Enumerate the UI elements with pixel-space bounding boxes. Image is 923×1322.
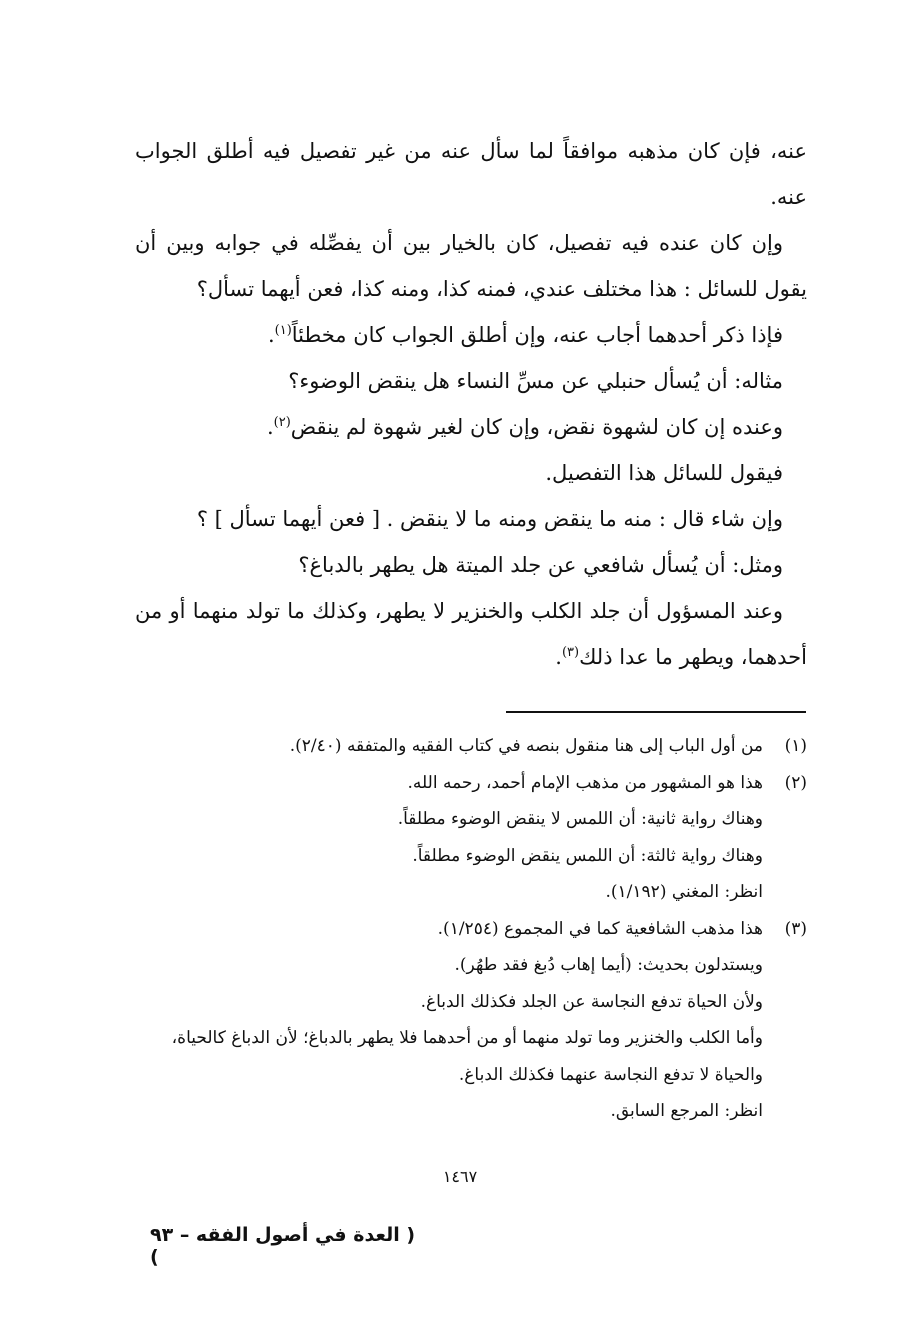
paragraph-6: فيقول للسائل هذا التفصيل. xyxy=(545,461,783,485)
paragraph-4: مثاله: أن يُسأل حنبلي عن مسِّ النساء هل ينقض الوضوء؟ xyxy=(288,369,783,393)
footnote-2 xyxy=(135,765,807,911)
footnote-line: انظر: المغني (١/١٩٢). xyxy=(605,882,763,902)
footnote-line: وهناك رواية ثالثة: أن اللمس ينقض الوضوء مطلقاً. xyxy=(412,845,763,866)
footnote-continuation xyxy=(135,1020,807,1130)
footnote-line: ويستدلون بحديث: (أيما إهاب دُبغ فقد طهُر). xyxy=(454,955,763,975)
page-number: ١٤٦٧ xyxy=(442,1167,478,1186)
running-footer: ( العدة في أصول الفقه – ٩٣ ) xyxy=(150,1224,416,1268)
footnote-line: انظر: المرجع السابق. xyxy=(610,1101,763,1121)
paragraph-8: ومثل: أن يُسأل شافعي عن جلد الميتة هل يطهر بالدباغ؟ xyxy=(298,553,783,577)
paragraph-3: فإذا ذكر أحدهما أجاب عنه، وإن أطلق الجواب كان مخطئاً$^{(١)}$. xyxy=(267,323,783,347)
footnote-number: (١) xyxy=(784,736,807,756)
footnote-body xyxy=(135,765,763,911)
footnote-ref-1[interactable]: (١) xyxy=(274,323,292,338)
paragraph-2: وإن كان عنده فيه تفصيل، كان بالخيار بين أن يفصِّله في جوابه وبين أن يقول للسائل : هذا مختلف عندي، فمنه كذا، ومنه كذا، فعن أيهما تسأل؟ xyxy=(135,231,807,301)
paragraph-1: عنه، فإن كان مذهبه موافقاً لما سأل عنه من غير تفصيل فيه أطلق الجواب عنه. xyxy=(135,139,807,209)
footnote-line: ولأن الحياة تدفع النجاسة عن الجلد فكذلك الدباغ. xyxy=(420,991,763,1012)
paragraph-7: وإن شاء قال : منه ما ينقض ومنه ما لا ينقض . [ فعن أيهما تسأل ] ؟ xyxy=(196,507,783,531)
footnote-1 xyxy=(135,728,807,765)
footnote-body xyxy=(135,728,763,765)
footnote-line: هذا مذهب الشافعية كما في المجموع (١/٢٥٤). xyxy=(437,918,763,939)
footnote-3 xyxy=(135,911,807,1130)
paragraph-9: وعند المسؤول أن جلد الكلب والخنزير لا يطهر، وكذلك ما تولد منهما أو من أحدهما، ويطهر ما عدا ذلك$^{(٣)}$. xyxy=(135,599,807,669)
footnote-line: وأما الكلب والخنزير وما تولد منهما أو من أحدهما فلا يطهر بالدباغ؛ لأن الدباغ كالحياة، والحياة لا تدفع النجاسة عنهما فكذلك الدباغ. xyxy=(171,1028,763,1085)
footnote-number: (٣) xyxy=(784,918,807,939)
footnote-body xyxy=(135,911,763,1130)
paragraph-5: وعنده إن كان لشهوة نقض، وإن كان لغير شهوة لم ينقض$^{(٢)}$. xyxy=(266,415,783,439)
footnote-line: هذا هو المشهور من مذهب الإمام أحمد، رحمه الله. xyxy=(407,772,763,793)
footnote-divider xyxy=(506,711,806,713)
main-text xyxy=(135,128,807,680)
footnote-line: وهناك رواية ثانية: أن اللمس لا ينقض الوضوء مطلقاً. xyxy=(397,809,763,829)
footnote-ref-2[interactable]: (٢) xyxy=(273,415,291,430)
footnote-number: (٢) xyxy=(784,772,807,793)
footnote-ref-3[interactable]: (٣) xyxy=(561,645,580,660)
footnote-line: من أول الباب إلى هنا منقول بنصه في كتاب الفقيه والمتفقه (٢/٤٠). xyxy=(289,736,763,756)
footnotes xyxy=(135,728,807,1130)
